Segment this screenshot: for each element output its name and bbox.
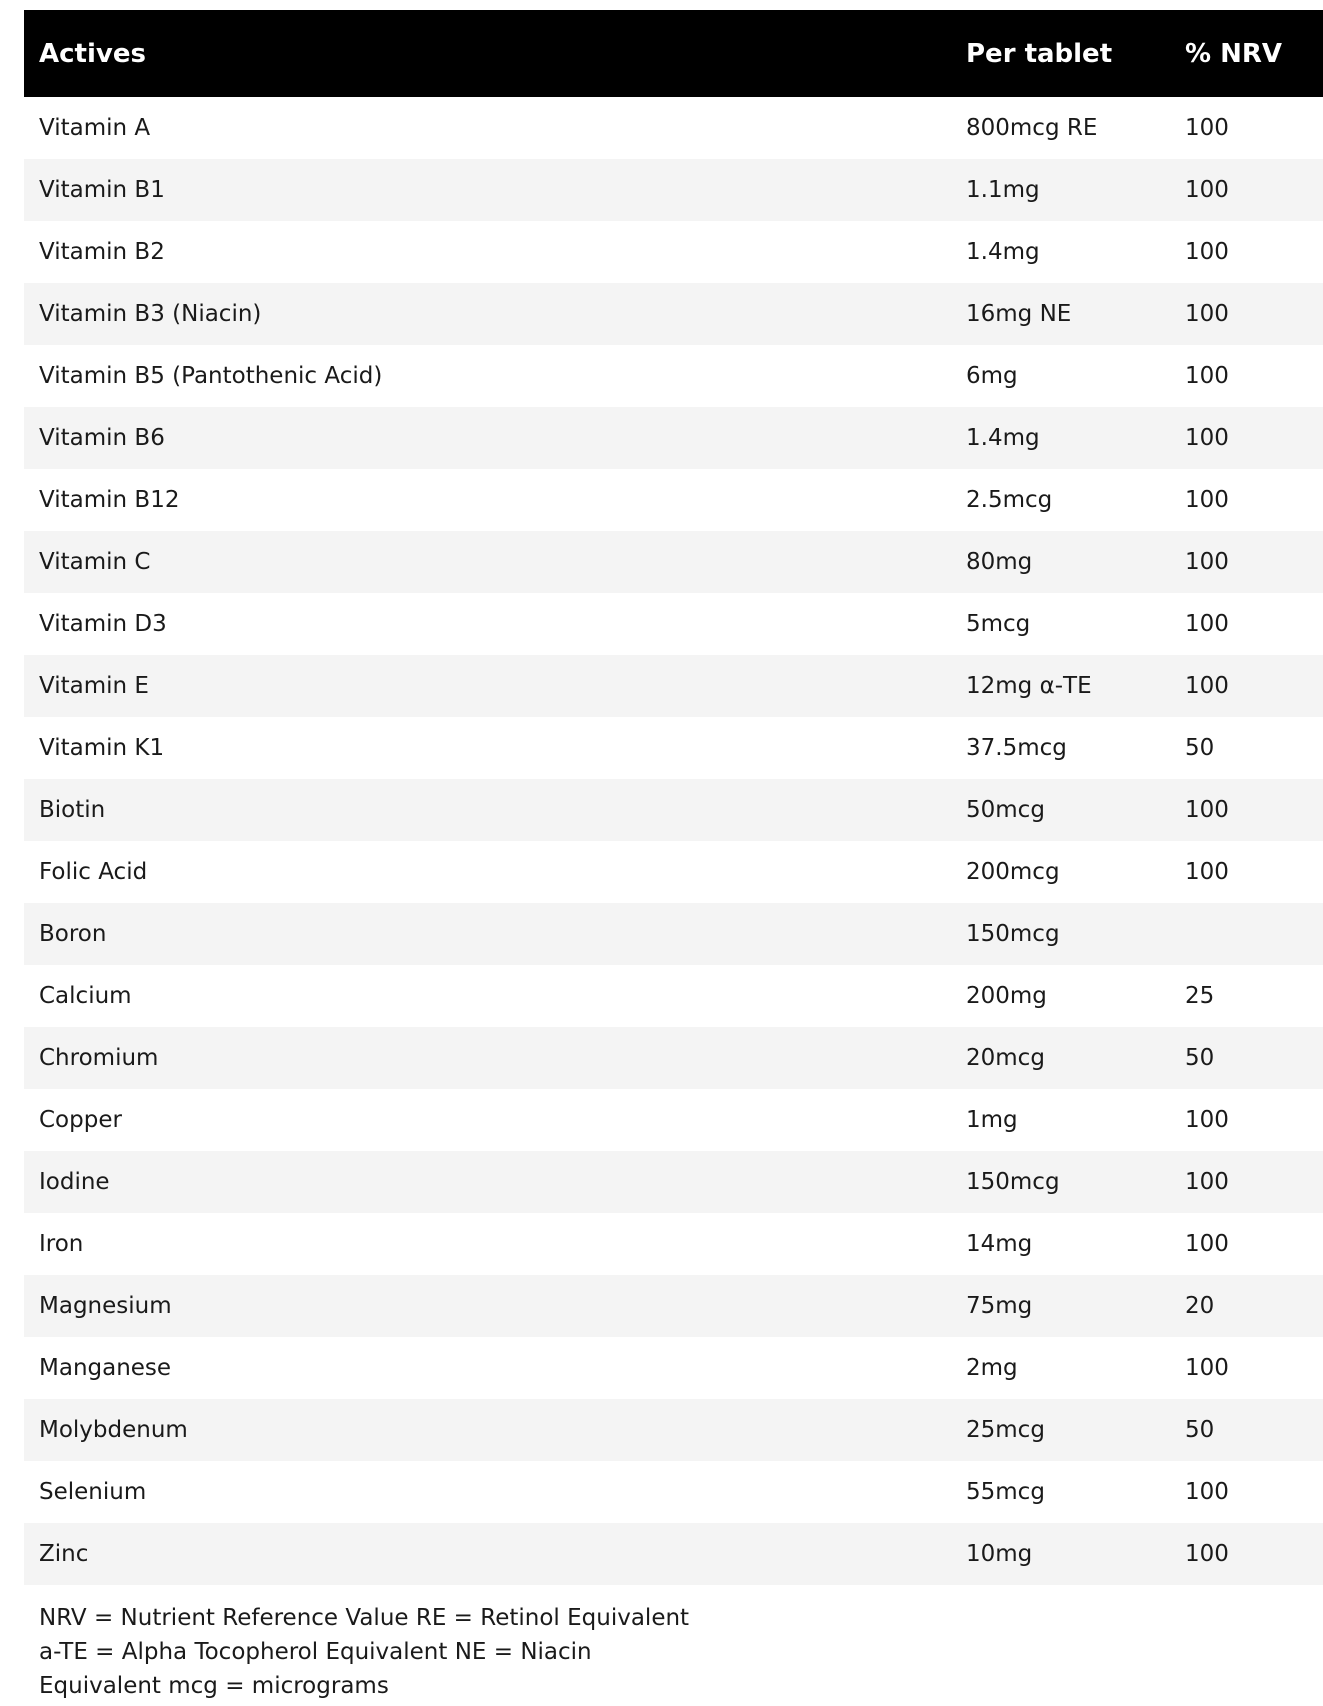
table-row xyxy=(24,159,1323,221)
cell-nrv: 100 xyxy=(1185,1541,1229,1567)
cell-active: Magnesium xyxy=(39,1293,172,1319)
cell-active: Vitamin B1 xyxy=(39,177,165,203)
table-header xyxy=(24,10,1323,97)
cell-per-tablet: 37.5mcg xyxy=(966,735,1067,761)
cell-nrv: 100 xyxy=(1185,115,1229,141)
table-row xyxy=(24,903,1323,965)
cell-per-tablet: 50mcg xyxy=(966,797,1045,823)
header-nrv: % NRV xyxy=(1185,38,1283,69)
cell-per-tablet: 14mg xyxy=(966,1231,1033,1257)
table-row xyxy=(24,1027,1323,1089)
cell-nrv: 100 xyxy=(1185,859,1229,885)
cell-active: Vitamin B12 xyxy=(39,487,180,513)
cell-per-tablet: 150mcg xyxy=(966,921,1060,947)
cell-active: Iodine xyxy=(39,1169,110,1195)
cell-active: Folic Acid xyxy=(39,859,148,885)
cell-nrv: 100 xyxy=(1185,177,1229,203)
cell-active: Vitamin A xyxy=(39,115,151,141)
nutrition-table-container xyxy=(24,10,1323,1703)
cell-nrv: 100 xyxy=(1185,301,1229,327)
cell-per-tablet: 10mg xyxy=(966,1541,1033,1567)
cell-per-tablet: 150mcg xyxy=(966,1169,1060,1195)
table-row xyxy=(24,1213,1323,1275)
cell-active: Vitamin B6 xyxy=(39,425,165,451)
table-row xyxy=(24,655,1323,717)
cell-active: Vitamin B2 xyxy=(39,239,165,265)
cell-nrv: 100 xyxy=(1185,1107,1229,1133)
cell-nrv: 100 xyxy=(1185,611,1229,637)
cell-per-tablet: 6mg xyxy=(966,363,1018,389)
cell-per-tablet: 5mcg xyxy=(966,611,1031,637)
table-body xyxy=(24,97,1323,1585)
cell-nrv: 100 xyxy=(1185,1169,1229,1195)
header-per-tablet: Per tablet xyxy=(966,38,1113,69)
cell-active: Vitamin B3 (Niacin) xyxy=(39,301,262,327)
cell-nrv: 50 xyxy=(1185,1417,1215,1443)
cell-nrv: 100 xyxy=(1185,673,1229,699)
table-row xyxy=(24,407,1323,469)
cell-active: Vitamin C xyxy=(39,549,151,575)
table-row xyxy=(24,1523,1323,1585)
table-row xyxy=(24,1399,1323,1461)
table-row xyxy=(24,1151,1323,1213)
cell-nrv: 100 xyxy=(1185,425,1229,451)
cell-per-tablet: 1mg xyxy=(966,1107,1018,1133)
cell-per-tablet: 200mcg xyxy=(966,859,1060,885)
cell-active: Vitamin B5 (Pantothenic Acid) xyxy=(39,363,383,389)
footnote: NRV = Nutrient Reference Value RE = Retinol Equivalent a-TE = Alpha Tocopherol Equivalent NE = Niacin Equivalent mcg = micrograms xyxy=(39,1605,690,1699)
cell-nrv: 100 xyxy=(1185,363,1229,389)
cell-active: Calcium xyxy=(39,983,132,1009)
table-row xyxy=(24,717,1323,779)
cell-active: Copper xyxy=(39,1107,122,1133)
cell-nrv: 50 xyxy=(1185,735,1215,761)
table-row xyxy=(24,841,1323,903)
cell-nrv: 25 xyxy=(1185,983,1215,1009)
table-row xyxy=(24,469,1323,531)
cell-nrv: 100 xyxy=(1185,549,1229,575)
table-row xyxy=(24,531,1323,593)
cell-active: Selenium xyxy=(39,1479,147,1505)
cell-active: Zinc xyxy=(39,1541,89,1567)
cell-per-tablet: 16mg NE xyxy=(966,301,1072,327)
cell-active: Biotin xyxy=(39,797,106,823)
cell-active: Molybdenum xyxy=(39,1417,188,1443)
table-row xyxy=(24,779,1323,841)
cell-nrv: 100 xyxy=(1185,1479,1229,1505)
cell-active: Iron xyxy=(39,1231,84,1257)
table-row xyxy=(24,593,1323,655)
table-row xyxy=(24,221,1323,283)
nutrition-table xyxy=(24,10,1323,1585)
cell-per-tablet: 20mcg xyxy=(966,1045,1045,1071)
cell-active: Vitamin E xyxy=(39,673,149,699)
table-row xyxy=(24,1089,1323,1151)
table-row xyxy=(24,1461,1323,1523)
cell-per-tablet: 12mg α-TE xyxy=(966,673,1092,699)
cell-per-tablet: 55mcg xyxy=(966,1479,1045,1505)
cell-per-tablet: 2.5mcg xyxy=(966,487,1053,513)
table-row xyxy=(24,1337,1323,1399)
cell-nrv: 50 xyxy=(1185,1045,1215,1071)
cell-nrv: 100 xyxy=(1185,1231,1229,1257)
table-row xyxy=(24,345,1323,407)
cell-per-tablet: 2mg xyxy=(966,1355,1018,1381)
cell-per-tablet: 200mg xyxy=(966,983,1047,1009)
cell-nrv: 20 xyxy=(1185,1293,1215,1319)
table-row xyxy=(24,97,1323,159)
cell-nrv: 100 xyxy=(1185,239,1229,265)
cell-active: Vitamin D3 xyxy=(39,611,167,637)
cell-per-tablet: 75mg xyxy=(966,1293,1033,1319)
table-row xyxy=(24,1275,1323,1337)
cell-active: Boron xyxy=(39,921,107,947)
cell-nrv xyxy=(1170,903,1323,965)
cell-nrv: 100 xyxy=(1185,797,1229,823)
cell-per-tablet: 1.1mg xyxy=(966,177,1040,203)
cell-per-tablet: 80mg xyxy=(966,549,1033,575)
cell-nrv: 100 xyxy=(1185,1355,1229,1381)
cell-active: Manganese xyxy=(39,1355,172,1381)
cell-per-tablet: 1.4mg xyxy=(966,425,1040,451)
cell-per-tablet: 25mcg xyxy=(966,1417,1045,1443)
header-row xyxy=(24,10,1323,97)
cell-nrv: 100 xyxy=(1185,487,1229,513)
table-row xyxy=(24,283,1323,345)
cell-per-tablet: 1.4mg xyxy=(966,239,1040,265)
cell-active: Vitamin K1 xyxy=(39,735,165,761)
cell-per-tablet: 800mcg RE xyxy=(966,115,1098,141)
table-row xyxy=(24,965,1323,1027)
cell-active: Chromium xyxy=(39,1045,159,1071)
header-actives: Actives xyxy=(39,38,146,69)
